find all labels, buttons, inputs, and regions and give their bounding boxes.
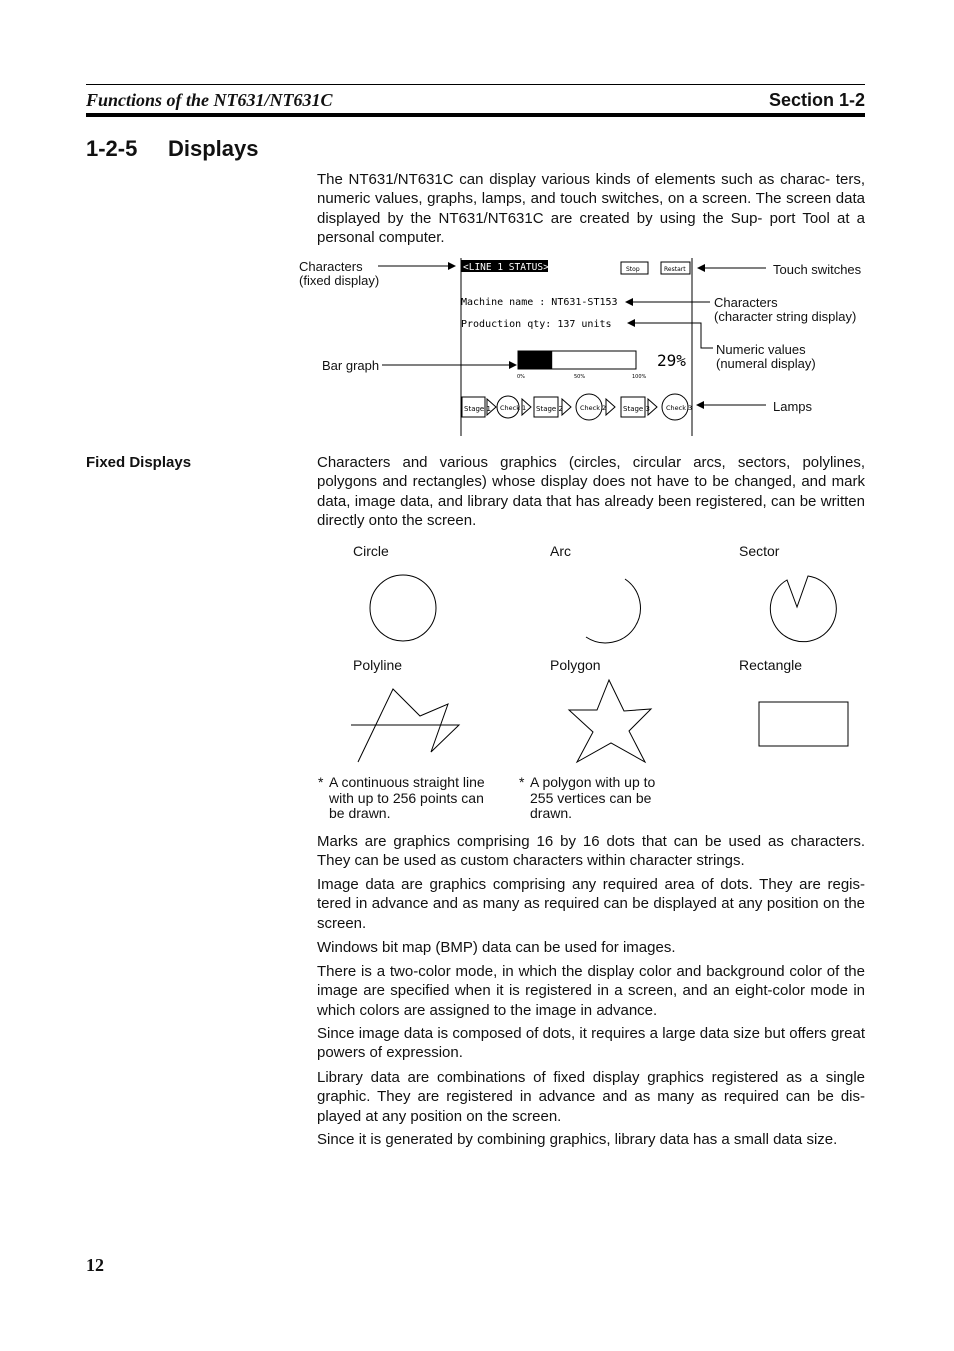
- bar-tick-50: 50%: [574, 374, 586, 380]
- polyline-note: * A continuous straight line with up to 256 points can be drawn.: [318, 774, 485, 821]
- rectangle-shape: [759, 702, 848, 746]
- body-paragraph-marks: Marks are graphics comprising 16 by 16 dots that can be used as characters. They can be used as custom characters within character strings.: [317, 833, 865, 870]
- intro-line: ters, numeric values, graphs, lamps, and touch switches, on a screen. The: [317, 171, 866, 208]
- fixed-line: be written directly onto the screen.: [317, 492, 865, 530]
- percent-value: 29%: [657, 351, 686, 370]
- callout-characters-fixed: Characters (fixed display): [299, 259, 380, 288]
- body-paragraph-data-size: Since image data is composed of dots, it requires a large data size but offers great powers of expression.: [317, 1025, 866, 1062]
- body-paragraph-color-mode: There is a two-color mode, in which the display color and background color of the image are specified when it is registered in a screen, and an eight-color mode in which colors are assigned to the image in advance.: [317, 963, 865, 1019]
- polyline-shape: [351, 689, 459, 762]
- fixed-displays-heading: Fixed Displays: [86, 454, 192, 471]
- polygon-shape: [569, 680, 651, 762]
- intro-line: port Tool at a personal computer.: [317, 209, 865, 247]
- page-number: 12: [86, 1255, 104, 1275]
- shape-label-polyline: Polyline: [353, 657, 403, 673]
- lamp-check-3-label: Check 3: [666, 404, 693, 412]
- lamp-check-1-label: Check 1: [500, 404, 527, 412]
- running-header-title: Functions of the NT631/NT631C: [86, 90, 333, 110]
- arc-shape: [586, 579, 640, 643]
- production-qty-line: Production qty: 137 units: [461, 319, 612, 330]
- callout-touch-switches: Touch switches: [773, 262, 862, 277]
- shape-label-circle: Circle: [353, 543, 389, 559]
- callout-characters-string: Characters (character string display): [714, 295, 857, 324]
- shape-label-arc: Arc: [550, 543, 571, 559]
- fixed-line: polygons and rectangles) whose display does not have to be changed, and: [317, 473, 827, 491]
- intro-line: The NT631/NT631C can display various kinds of elements such as charac-: [317, 171, 831, 188]
- lamp-stage-1-label: Stage 1: [464, 405, 491, 413]
- screen-title-text: <LINE 1 STATUS>: [463, 262, 549, 273]
- running-header-section: Section 1-2: [768, 90, 865, 110]
- bar-tick-0: 0%: [517, 374, 525, 380]
- fixed-line: mark data, image data, and library data that has already been registered, can: [317, 473, 866, 510]
- shape-label-rectangle: Rectangle: [739, 657, 803, 673]
- callout-lamps: Lamps: [773, 399, 813, 414]
- sector-shape: [770, 576, 836, 642]
- fixed-line: Characters and various graphics (circles, circular arcs, sectors, polylines,: [317, 454, 865, 471]
- shape-label-polygon: Polygon: [550, 657, 601, 673]
- circle-shape: [370, 575, 436, 641]
- lamp-stage-2-label: Stage 2: [536, 405, 563, 413]
- callout-numeric-values: Numeric values (numeral display): [716, 342, 816, 371]
- polygon-note: * A polygon with up to 255 vertices can be drawn.: [519, 774, 656, 821]
- restart-button-label: Restart: [664, 266, 686, 273]
- section-title: Displays: [168, 136, 259, 161]
- machine-name-line: Machine name : NT631-ST153: [461, 297, 618, 308]
- note-marker: *: [519, 774, 525, 790]
- lamp-check-2-label: Check 2: [580, 404, 607, 412]
- body-paragraph-image-data: Image data are graphics comprising any required area of dots. They are regis- tered in advance and as many as required can be displayed at any position on the screen.: [317, 876, 866, 932]
- body-paragraph-library-size: Since it is generated by combining graphics, library data has a small data size.: [317, 1131, 838, 1148]
- note-marker: *: [318, 774, 324, 790]
- body-paragraph-library: Library data are combinations of fixed display graphics registered as a single graphic. They are registered in advance and as many as required can be dis- played at any position on the screen.: [317, 1069, 865, 1125]
- body-paragraph-bmp: Windows bit map (BMP) data can be used for images.: [317, 939, 676, 956]
- intro-line: screen data displayed by the NT631/NT631C are created by using the Sup-: [317, 190, 865, 227]
- section-number: 1-2-5: [86, 136, 138, 161]
- shape-label-sector: Sector: [739, 543, 780, 559]
- callout-bar-graph: Bar graph: [322, 358, 380, 373]
- stop-button-label: Stop: [626, 266, 640, 273]
- lamp-stage-3-label: Stage 3: [623, 405, 650, 413]
- bar-tick-100: 100%: [632, 374, 647, 380]
